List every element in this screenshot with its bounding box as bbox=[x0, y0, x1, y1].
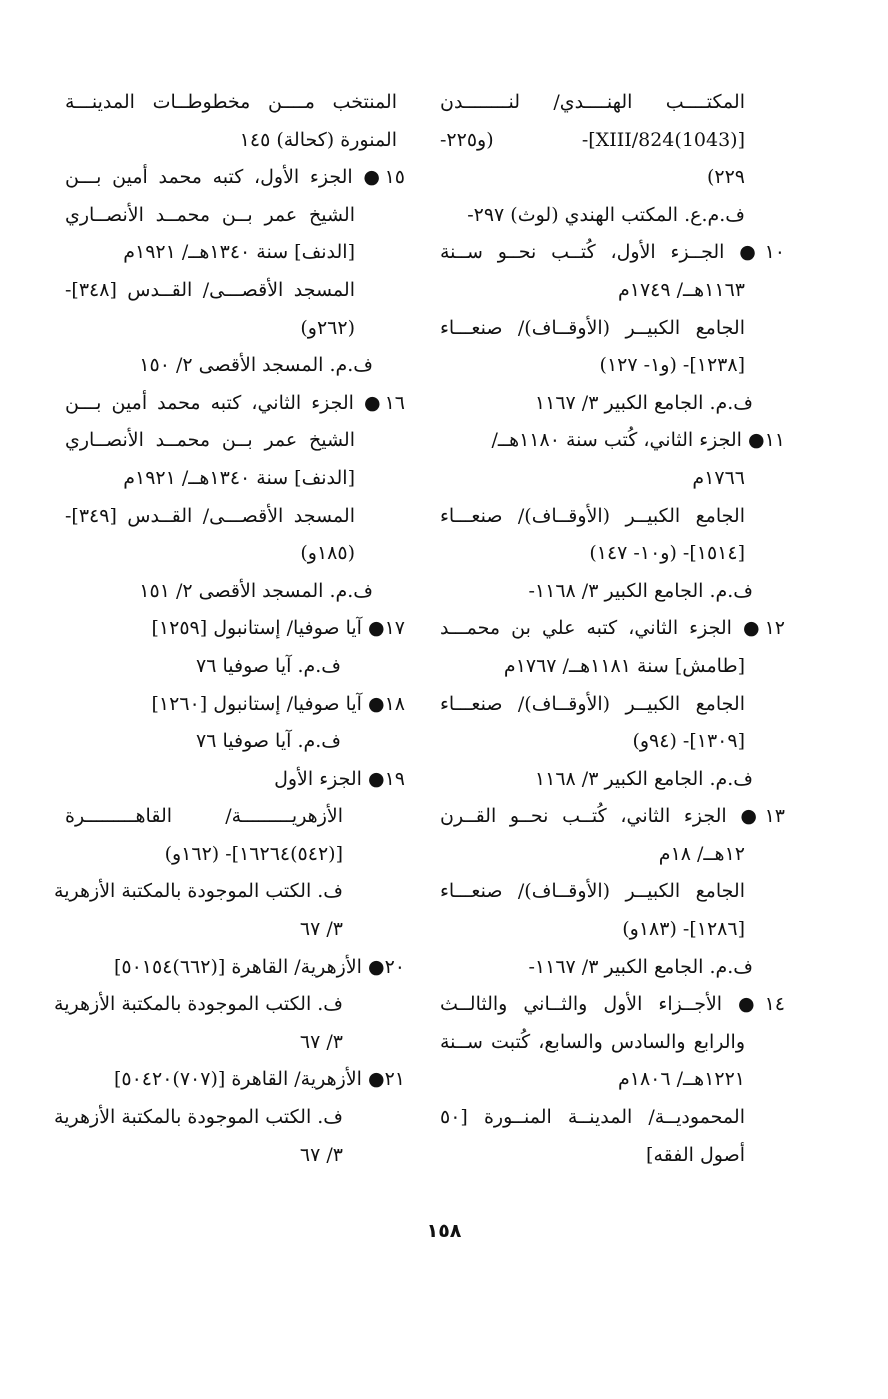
right-column-line: المحموديــة/ المدينــة المنــورة [٥٠ bbox=[440, 1106, 745, 1129]
left-column-line: (١٨٥و) bbox=[300, 542, 355, 565]
left-column-line: ف. الكتب الموجودة بالمكتبة الأزهرية bbox=[54, 880, 343, 903]
left-column-line: المنورة (كحالة) ١٤٥ bbox=[239, 128, 397, 151]
right-column-line: [١٣٠٩]- (٩٤و) bbox=[632, 730, 745, 753]
right-column-line: والرابع والسادس والسابع، كُتبت ســنة bbox=[440, 1030, 745, 1053]
right-column-line: ١٢٢١هــ/ ١٨٠٦م bbox=[617, 1068, 745, 1091]
left-column-line: ف.م. المسجد الأقصى ٢/ ١٥٠ bbox=[139, 354, 373, 377]
left-column-line: ف.م. المسجد الأقصى ٢/ ١٥١ bbox=[139, 579, 373, 602]
left-column-line: ٣/ ٦٧ bbox=[299, 1030, 343, 1053]
left-column-line: الأزهريـــــــــة/ القاهـــــــــرة bbox=[65, 805, 343, 828]
right-column-line: [١٢٨٦]- (١٨٣و) bbox=[622, 918, 745, 941]
right-column-line: [١٥١٤]- (و١٠- ١٤٧) bbox=[589, 542, 745, 565]
right-column-line: الجامع الكبيــر (الأوقــاف)/ صنعـــاء bbox=[440, 504, 745, 527]
left-column-line: ف. الكتب الموجودة بالمكتبة الأزهرية bbox=[54, 993, 343, 1016]
right-column-line: ١٢● الجزء الثاني، كتبه علي بن محمـــد bbox=[440, 617, 785, 640]
left-column bbox=[54, 84, 405, 1174]
left-column-line: ٢٠● الأزهرية/ القاهرة [(٦٦٢)٥٠١٥٤] bbox=[113, 955, 405, 978]
left-column-line: المنتخب مــــن مخطوطــات المدينـــة bbox=[65, 91, 397, 113]
left-column-line: ٣/ ٦٧ bbox=[299, 1143, 343, 1166]
left-column-line: ف. الكتب الموجودة بالمكتبة الأزهرية bbox=[54, 1106, 343, 1129]
right-column-line: ١١٦٣هــ/ ١٧٤٩م bbox=[617, 278, 745, 301]
left-column-line: ف.م. آيا صوفيا ٧٦ bbox=[196, 654, 341, 677]
right-column-line: الجامع الكبيــر (الأوقــاف)/ صنعـــاء bbox=[440, 692, 745, 715]
right-column bbox=[440, 84, 785, 1174]
right-column-line: ١٧٦٦م bbox=[692, 466, 745, 489]
right-column-line: ١٤● الأجــزاء الأول والثــاني والثالــث bbox=[440, 993, 785, 1016]
right-column-line: ١٠● الجــزء الأول، كُتــب نحــو ســنة bbox=[440, 241, 785, 264]
right-column-line: ف.م.ع. المكتب الهندي (لوث) ٢٩٧- bbox=[467, 203, 745, 226]
left-column-line: ف.م. آيا صوفيا ٧٦ bbox=[196, 730, 341, 753]
right-column-line: المكتــــب الهنــــدي/ لنــــــــدن bbox=[440, 91, 745, 113]
left-column-line: [الدنف] سنة ١٣٤٠هــ/ ١٩٢١م bbox=[123, 466, 355, 489]
left-column-line: المسجد الأقصـــى/ القــدس [٣٤٨]- bbox=[65, 278, 355, 301]
left-column-line: ١٧● آيا صوفيا/ إستانبول [١٢٥٩] bbox=[151, 617, 405, 640]
right-column-line: ١١● الجزء الثاني، كُتب سنة ١١٨٠هــ/ bbox=[491, 429, 785, 452]
page-number: ١٥٨ bbox=[426, 1220, 462, 1242]
left-column-line: الشيخ عمر بــن محمــد الأنصــاري bbox=[65, 203, 355, 226]
left-column-line: ١٨● آيا صوفيا/ إستانبول [١٢٦٠] bbox=[151, 692, 405, 715]
left-column-line: ١٩● الجزء الأول bbox=[274, 767, 405, 790]
left-column-line: الشيخ عمر بــن محمــد الأنصــاري bbox=[65, 429, 355, 452]
left-column-line: [(٥٤٢)١٦٢٦٤]- (١٦٢و) bbox=[164, 842, 343, 865]
right-column-line: [طامش] سنة ١١٨١هــ/ ١٧٦٧م bbox=[503, 654, 745, 677]
right-column-line: الجامع الكبيــر (الأوقــاف)/ صنعـــاء bbox=[440, 880, 745, 903]
left-column-line: ١٥● الجزء الأول، كتبه محمد أمين بـــن bbox=[65, 166, 405, 189]
right-column-line: ١٢هــ/ ١٨م bbox=[658, 842, 745, 865]
right-column-line: ٢٢٩) bbox=[706, 166, 745, 189]
right-column-line: ١٣● الجزء الثاني، كُتــب نحــو القــرن bbox=[440, 805, 785, 828]
right-column-line: ف.م. الجامع الكبير ٣/ ١١٦٨- bbox=[528, 579, 753, 602]
right-column-line: الجامع الكبيــر (الأوقــاف)/ صنعـــاء bbox=[440, 316, 745, 339]
left-column-line: ٢١● الأزهرية/ القاهرة [(٧٠٧)٥٠٤٢٠] bbox=[113, 1068, 405, 1091]
right-column-line: ف.م. الجامع الكبير ٣/ ١١٦٧- bbox=[528, 955, 753, 978]
left-column-line: [الدنف] سنة ١٣٤٠هــ/ ١٩٢١م bbox=[123, 241, 355, 264]
right-column-line: [(1043)824/XIII]- (و٢٢٥- bbox=[440, 128, 745, 151]
right-column-line: ف.م. الجامع الكبير ٣/ ١١٦٧ bbox=[534, 391, 753, 414]
right-column-line: ف.م. الجامع الكبير ٣/ ١١٦٨ bbox=[534, 767, 753, 790]
left-column-line: ١٦● الجزء الثاني، كتبه محمد أمين بـــن bbox=[65, 391, 405, 414]
right-column-line: أصول الفقه] bbox=[646, 1143, 745, 1166]
left-column-line: (٢٦٢و) bbox=[300, 316, 355, 339]
left-column-line: ٣/ ٦٧ bbox=[299, 918, 343, 941]
right-column-line: [١٢٣٨]- (و١- ١٢٧) bbox=[599, 354, 745, 377]
left-column-line: المسجد الأقصـــى/ القــدس [٣٤٩]- bbox=[65, 504, 355, 527]
